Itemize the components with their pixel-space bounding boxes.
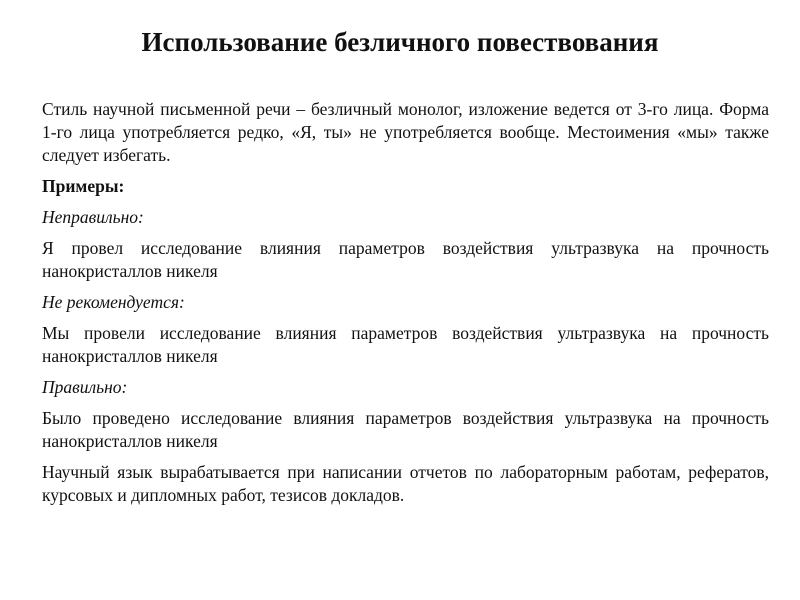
slide-title: Использование безличного повествования xyxy=(141,27,659,57)
example-text-not-recommended: Мы провели исследование влияния параметров воздействия ультразвука на прочность нанокристаллов никеля xyxy=(42,323,769,366)
example-label-correct: Правильно: xyxy=(42,377,128,397)
intro-paragraph: Стиль научной письменной речи – безличный монолог, изложение ведется от 3-го лица. Форма 1-го лица употребляется редко, «Я, ты» не употребляется вообще. Местоимения «мы» также следует избегать. xyxy=(42,99,769,165)
examples-heading: Примеры: xyxy=(42,176,125,196)
conclusion-paragraph: Научный язык вырабатывается при написании отчетов по лабораторным работам, рефератов, курсовых и дипломных работ, тезисов докладов. xyxy=(42,462,769,505)
example-text-incorrect: Я провел исследование влияния параметров воздействия ультразвука на прочность нанокристаллов никеля xyxy=(42,238,769,281)
example-text-correct: Было проведено исследование влияния параметров воздействия ультразвука на прочность нанокристаллов никеля xyxy=(42,408,769,451)
example-label-incorrect: Неправильно: xyxy=(42,207,144,227)
example-label-not-recommended: Не рекомендуется: xyxy=(42,292,185,312)
slide-body xyxy=(42,98,769,515)
